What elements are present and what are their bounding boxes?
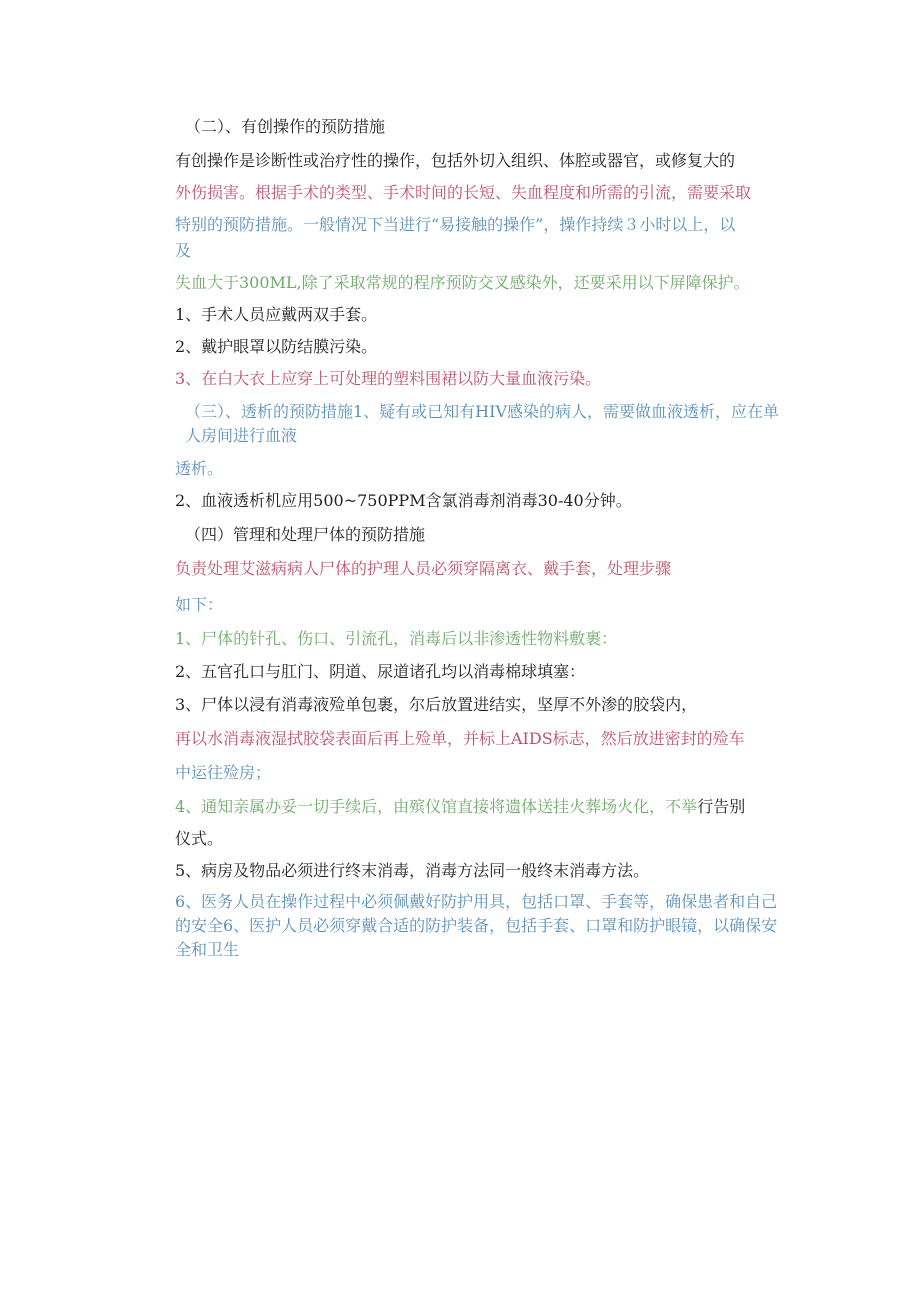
section-heading-corpse: （四）管理和处理尸体的预防措施 xyxy=(185,525,426,544)
paragraph-line: 有创操作是诊断性或治疗性的操作，包括外切入组织、体腔或器官，或修复大的 xyxy=(175,151,736,170)
paragraph-line: 透析。 xyxy=(175,459,224,478)
list-item: 1、手术人员应戴两双手套。 xyxy=(175,305,378,324)
paragraph-line: 如下： xyxy=(175,595,224,614)
section-heading-invasive: （二）、有创操作的预防措施 xyxy=(185,117,386,136)
section-heading-dialysis: （三）、透析的预防措施1、疑有或已知有HIV感染的病人，需要做血液透析，应在单人房间进行血液 xyxy=(185,402,780,445)
paragraph-line: 负责处理艾滋病病人尸体的护理人员必须穿隔离衣、戴手套，处理步骤 xyxy=(175,559,672,578)
paragraph-line: 外伤损害。根据手术的类型、手术时间的长短、失血程度和所需的引流，需要采取 xyxy=(175,183,752,202)
list-item: 2、五官孔口与肛门、阴道、尿道诸孔均以消毒棉球填塞： xyxy=(175,662,586,681)
list-item-text: 4、通知亲属办妥一切手续后，由殡仪馆直接将遗体送挂火葬场火化，不举 xyxy=(175,797,698,816)
list-item: 2、戴护眼罩以防结膜污染。 xyxy=(175,337,378,356)
paragraph-line: 仪式。 xyxy=(175,829,224,848)
paragraph-line: 再以水消毒液湿拭胶袋表面后再上殓单，并标上AIDS标志，然后放进密封的殓车 xyxy=(175,729,745,748)
paragraph-line: 失血大于300ML,除了采取常规的程序预防交叉感染外，还要采用以下屏障保护。 xyxy=(175,273,750,292)
list-item: 3、尸体以浸有消毒液殓单包裹，尔后放置进结实，坚厚不外渗的胶袋内， xyxy=(175,695,698,714)
list-item: 3、在白大衣上应穿上可处理的塑料围裙以防大量血液污染。 xyxy=(175,369,602,388)
list-item: 5、病房及物品必须进行终末消毒，消毒方法同一般终末消毒方法。 xyxy=(175,861,650,880)
list-item: 1、尸体的针孔、伤口、引流孔，消毒后以非渗透性物料敷裹： xyxy=(175,629,618,648)
paragraph-line: 及 xyxy=(175,241,192,260)
list-item xyxy=(175,794,790,820)
paragraph-line: 特别的预防措施。一般情况下当进行“易接触的操作”，操作持续３小时以上，以 xyxy=(175,215,736,234)
paragraph-line: 中运往殓房； xyxy=(175,763,272,782)
list-item: 6、医务人员在操作过程中必须佩戴好防护用具，包括口罩、手套等，确保患者和自己的安全6、医护人员必须穿戴合适的防护装备，包括手套、口罩和防护眼镜，以确保安全和卫生 xyxy=(175,892,778,959)
list-item: 2、血液透析机应用500~750PPM含氯消毒剂消毒30-40分钟。 xyxy=(175,491,632,510)
list-item-text: 行告别 xyxy=(697,797,746,816)
